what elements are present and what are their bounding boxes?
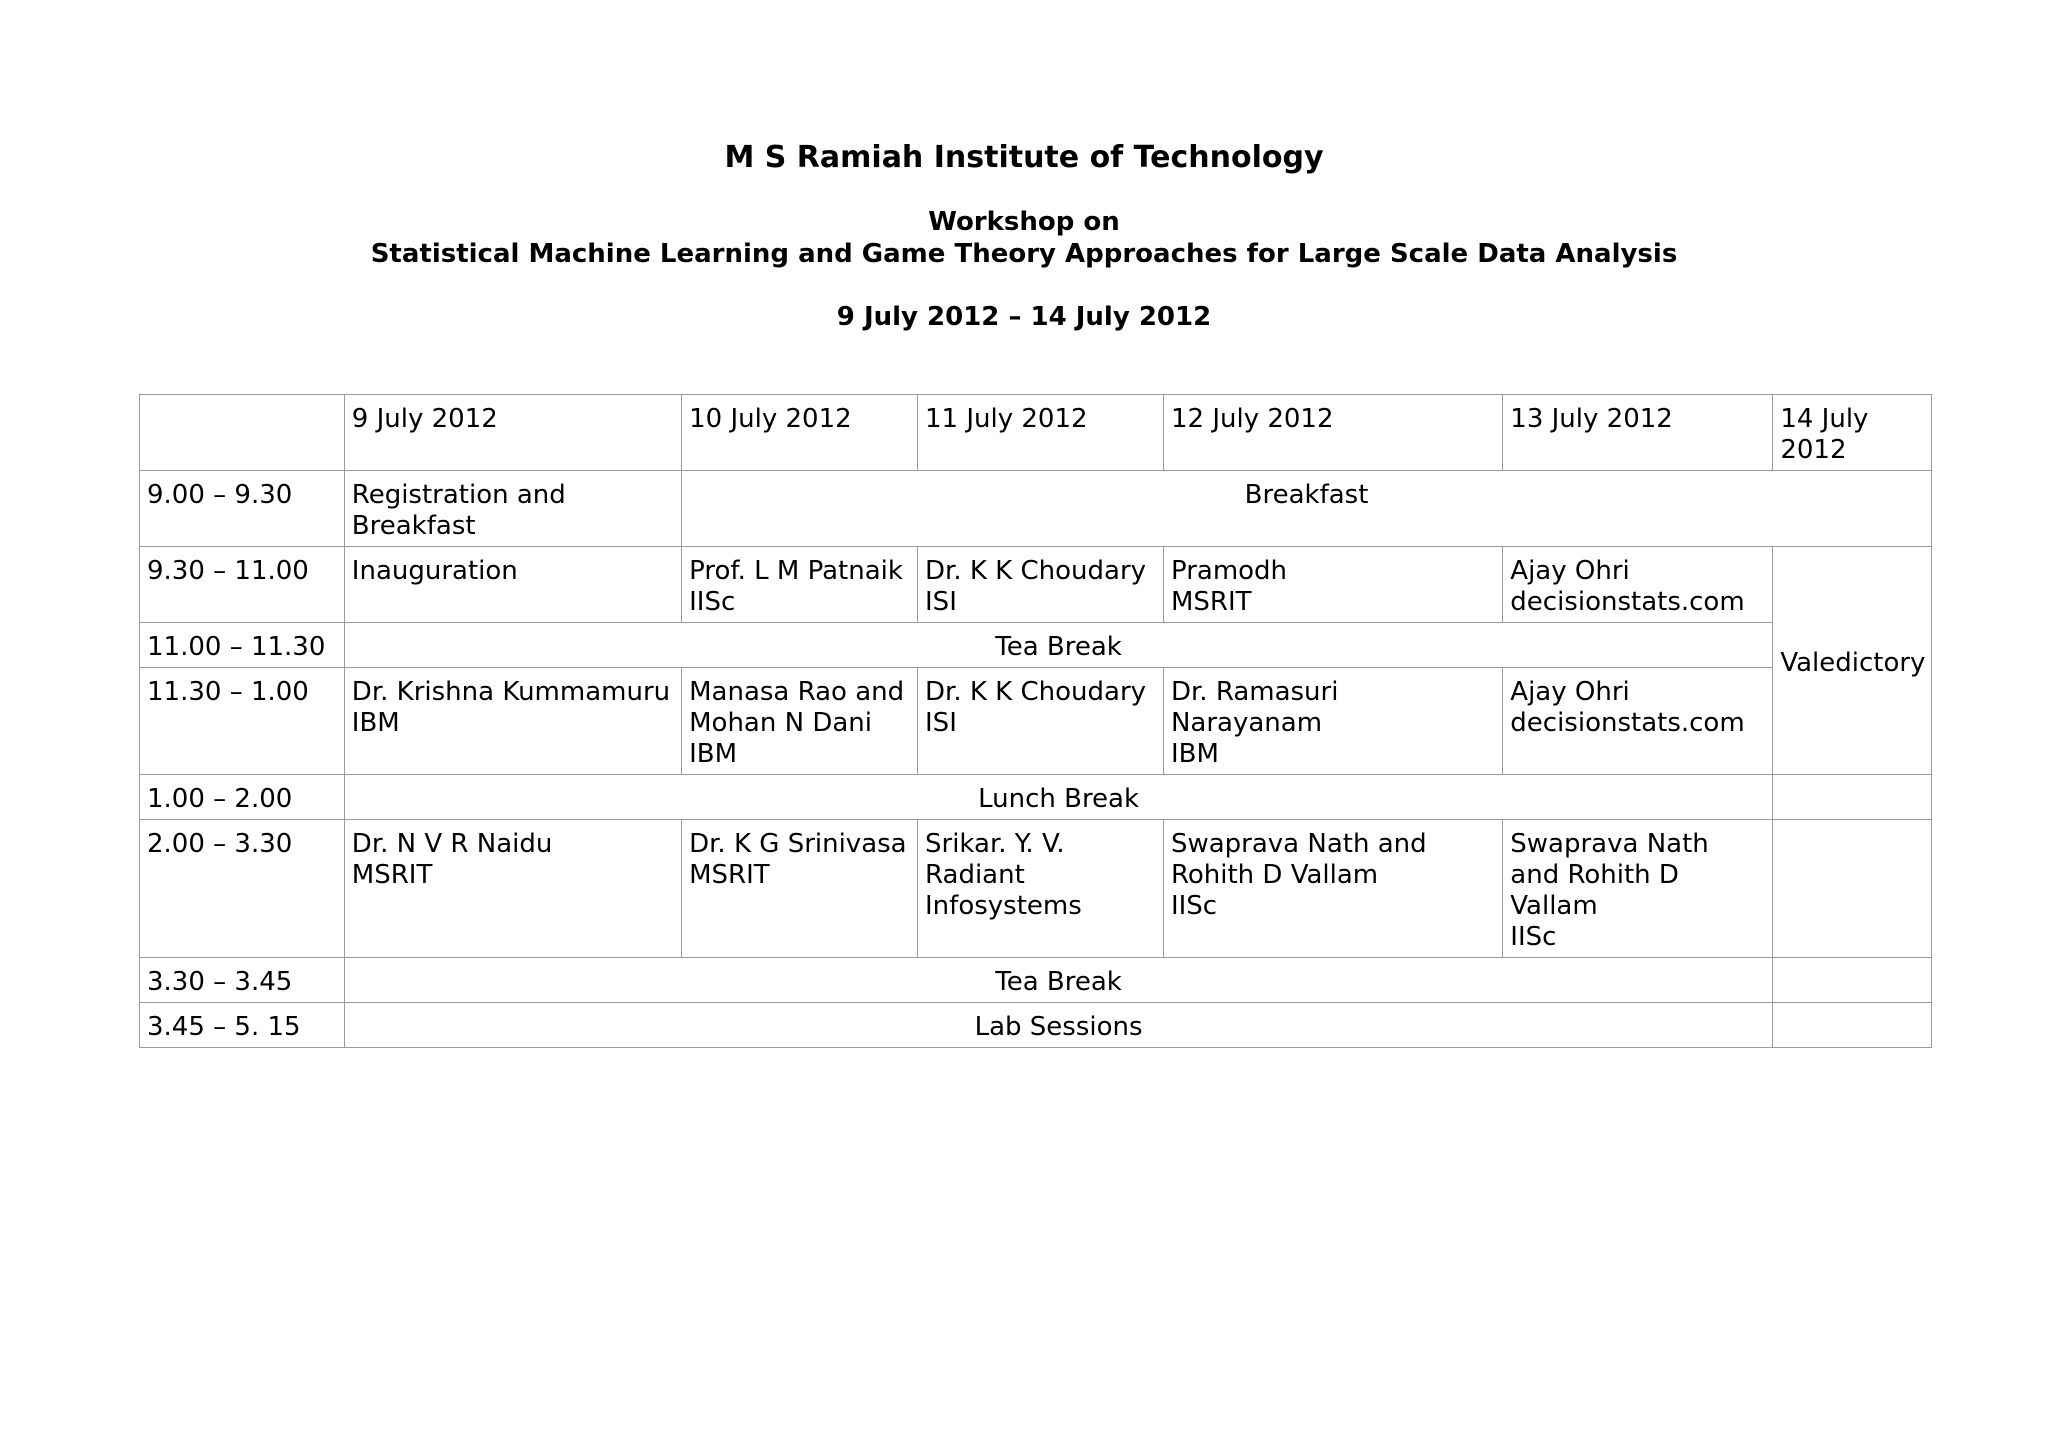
time-slot: 1.00 – 2.00 <box>140 775 345 820</box>
session-cell: Dr. K G Srinivasa MSRIT <box>682 820 918 958</box>
day-header: 13 July 2012 <box>1503 395 1773 471</box>
day-header: 11 July 2012 <box>918 395 1164 471</box>
table-row <box>140 1003 1932 1048</box>
session-cell: Swaprava Nath and Rohith D Vallam IISc <box>1163 820 1502 958</box>
time-slot: 9.30 – 11.00 <box>140 547 345 623</box>
lab-sessions-cell: Lab Sessions <box>344 1003 1773 1048</box>
day-header: 10 July 2012 <box>682 395 918 471</box>
session-cell: Manasa Rao and Mohan N Dani IBM <box>682 668 918 775</box>
corner-cell <box>140 395 345 471</box>
session-cell: Inauguration <box>344 547 681 623</box>
session-cell: Registration and Breakfast <box>344 471 681 547</box>
table-row <box>140 820 1932 958</box>
table-header-row <box>140 395 1932 471</box>
empty-cell <box>1773 775 1932 820</box>
session-cell: Prof. L M Patnaik IISc <box>682 547 918 623</box>
table-row <box>140 668 1932 775</box>
session-cell: Ajay Ohri decisionstats.com <box>1503 668 1773 775</box>
break-cell: Tea Break <box>344 958 1773 1003</box>
break-cell: Breakfast <box>682 471 1932 547</box>
time-slot: 3.45 – 5. 15 <box>140 1003 345 1048</box>
session-cell: Srikar. Y. V. Radiant Infosystems <box>918 820 1164 958</box>
session-cell: Dr. K K Choudary ISI <box>918 668 1164 775</box>
time-slot: 9.00 – 9.30 <box>140 471 345 547</box>
day-header: 9 July 2012 <box>344 395 681 471</box>
empty-cell <box>1773 958 1932 1003</box>
session-cell: Swaprava Nath and Rohith D Vallam IISc <box>1503 820 1773 958</box>
time-slot: 3.30 – 3.45 <box>140 958 345 1003</box>
time-slot: 11.30 – 1.00 <box>140 668 345 775</box>
session-cell: Pramodh MSRIT <box>1163 547 1502 623</box>
session-cell: Dr. Krishna Kummamuru IBM <box>344 668 681 775</box>
workshop-on-heading: Workshop on <box>928 207 1120 237</box>
table-row <box>140 775 1932 820</box>
break-cell: Lunch Break <box>344 775 1773 820</box>
day-header: 14 July 2012 <box>1773 395 1932 471</box>
institute-title: M S Ramiah Institute of Technology <box>724 140 1324 175</box>
empty-cell <box>1773 820 1932 958</box>
empty-cell <box>1773 1003 1932 1048</box>
session-cell: Dr. N V R Naidu MSRIT <box>344 820 681 958</box>
table-row <box>140 471 1932 547</box>
break-cell: Tea Break <box>344 623 1773 668</box>
date-range: 9 July 2012 – 14 July 2012 <box>836 302 1212 332</box>
time-slot: 2.00 – 3.30 <box>140 820 345 958</box>
time-slot: 11.00 – 11.30 <box>140 623 345 668</box>
session-cell: Dr. K K Choudary ISI <box>918 547 1164 623</box>
workshop-title: Statistical Machine Learning and Game Theory Approaches for Large Scale Data Analysis <box>370 239 1678 269</box>
table-row <box>140 623 1932 668</box>
day-header: 12 July 2012 <box>1163 395 1502 471</box>
table-row <box>140 547 1932 623</box>
schedule-table <box>139 394 1932 1048</box>
session-cell: Ajay Ohri decisionstats.com <box>1503 547 1773 623</box>
session-cell: Dr. Ramasuri Narayanam IBM <box>1163 668 1502 775</box>
table-row <box>140 958 1932 1003</box>
valedictory-cell: Valedictory <box>1773 547 1932 775</box>
